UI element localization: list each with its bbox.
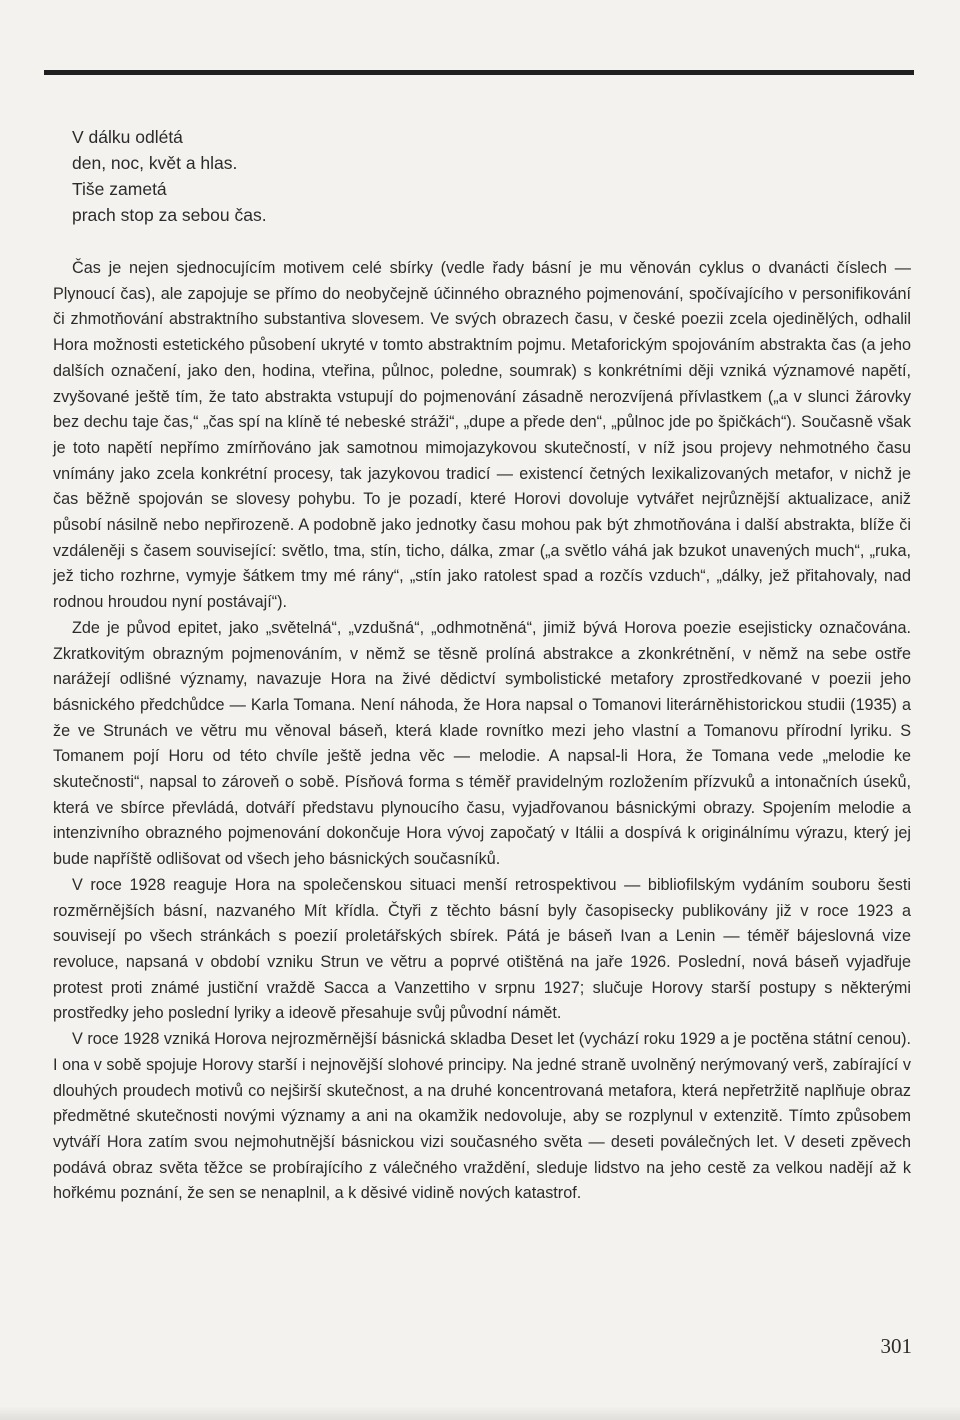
paragraph: Čas je nejen sjednocujícím motivem celé sbírky (vedle řady básní je mu věnován cyklus o dvanácti číslech — Plynoucí čas), ale zapojuje se přímo do neobyčejně účinného obrazného pojmenování, spočívajícího v personifikování či zhmotňování abstraktního substantiva slovesem. Ve svých obrazech času, v české poezii zcela ojedinělých, odhalil Hora možnosti estetického působení ukryté v tomto abstraktním pojmu. Metaforickým spojováním abstrakta čas (a jeho dalších označení, jako den, hodina, vteřina, půlnoc, poledne, soumrak) s konkrétními ději vzniká významové napětí, zvyšované ještě tím, že tato abstrakta vstupují do pojmenování zásadně nerozvíjená přívlastkem („a v slunci žárovky bez dechu taje čas,“ „čas spí na klíně té nebeské stráži“, „dupe a přede den“, „půlnoc jde po špičkách“). Současně však je toto napětí nepřímo zmírňováno jak samotnou mimojazykovou skutečností, v níž jsou projevy nehmotného času vnímány jako zcela konkrétní procesy, tak jazykovou tradicí — existencí četných lexikalizovaných metafor, v nichž je čas běžně spojován se slovesy pohybu. To je pozadí, které Horovi dovoluje vytvářet nejrůznější aktualizace, aniž působí násilně nebo nepřirozeně. A podobně jako jednotky času mohou pak být zhmotňována i další abstrakta, blíže či vzdáleněji s časem související: světlo, tma, stín, ticho, dálka, zmar („a světlo váhá jak bzukot unavených much“, „ruka, jež ticho rozhrne, vymyje šátkem tmy mé rány“, „stín jako ratolest spad a rozčís vzduch“, „dálky, jež přitahovaly, nad rodnou hroudou nyní postávají“). <box>53 259 911 612</box>
body-text <box>53 256 911 1207</box>
verse-line: V dálku odlétá <box>72 127 183 147</box>
page-number: 301 <box>880 1334 912 1358</box>
paragraph: V roce 1928 reaguje Hora na společenskou situaci menší retrospektivou — bibliofilským vydáním souboru šesti rozměrnějších básní, nazvaného Mít křídla. Čtyři z těchto básní byly časopisecky publikovány již v roce 1923 a souvisejí po všech stránkách s poezií proletářských sbírek. Pátá je báseň Ivan a Lenin — téměř bájeslovná vize revoluce, napsaná v období vzniku Strun ve větru a poprvé otištěná na jaře 1926. Poslední, nová báseň vyjadřuje protest proti známé justiční vraždě Sacca a Vanzettiho v srpnu 1927; slučuje Horovy starší postupy s některými prostředky jeho poslední lyriky a ideově přesahuje svůj původní námět. <box>53 875 911 1023</box>
paragraph: V roce 1928 vzniká Horova nejrozměrnější básnická skladba Deset let (vychází roku 1929 a je poctěna státní cenou). I ona v sobě spojuje Horovy starší i nejnovější slohové principy. Na jedné straně uvolněný nerýmovaný verš, zabírající v dlouhých proudech motivů co nejširší skutečnost, a na druhé koncentrovaná metafora, která nepřetržitě naplňuje obraz předmětné skutečnosti novými významy a ani na okamžik nedovoluje, aby se rozplynul v extenzitě. Tímto způsobem vytváří Hora zatím svou nejmohutnější básnickou vizi současného světa — deseti poválečných let. V deseti zpěvech podává obraz světa těžce se probírajícího z válečného vraždění, sleduje lidstvo na jeho cestě za velkou nadějí až k hořkému poznání, že sen se nenaplnil, a k děsivé vidině nových katastrof. <box>53 1030 911 1203</box>
page-edge-shadow <box>0 1406 960 1420</box>
top-rule <box>44 70 914 75</box>
verse-line: prach stop za sebou čas. <box>72 205 267 225</box>
verse-quote <box>72 124 267 228</box>
verse-line: den, noc, květ a hlas. <box>72 153 238 173</box>
verse-line: Tiše zametá <box>72 179 167 199</box>
paragraph: Zde je původ epitet, jako „světelná“, „vzdušná“, „odhmotněná“, jimiž bývá Horova poezie esejisticky označována. Zkratkovitým obrazným pojmenováním, v němž se těsně prolíná abstrakce a zkonkrétnění, v němž na sebe ostře narážejí odlišné významy, navazuje Hora na živé dědictví symbolistické metafory zprostředkované v poezii jeho básnického předchůdce — Karla Tomana. Není náhoda, že Hora napsal o Tomanovi literárněhistorickou studii (1935) a že ve Strunách ve větru mu věnoval báseň, která klade rovnítko mezi jeho vlastní a Tomanovu přírodní lyriku. S Tomanem pojí Horu od této chvíle ještě jedna věc — melodie. A napsal-li Hora, že Tomana vede „melodie ke skutečnosti“, napsal to zároveň o sobě. Písňová forma s téměř pravidelným rozložením přízvuků a intonačních úseků, která ve sbírce převládá, dotváří představu plynoucího času, vyjadřovanou básnickými obrazy. Spojením melodie a intenzivního obrazného pojmenování dokončuje Hora vývoj započatý v Itálii a dospívá k originálnímu výrazu, který jej bude napříště odlišovat od všech jeho básnických současníků. <box>53 618 911 869</box>
